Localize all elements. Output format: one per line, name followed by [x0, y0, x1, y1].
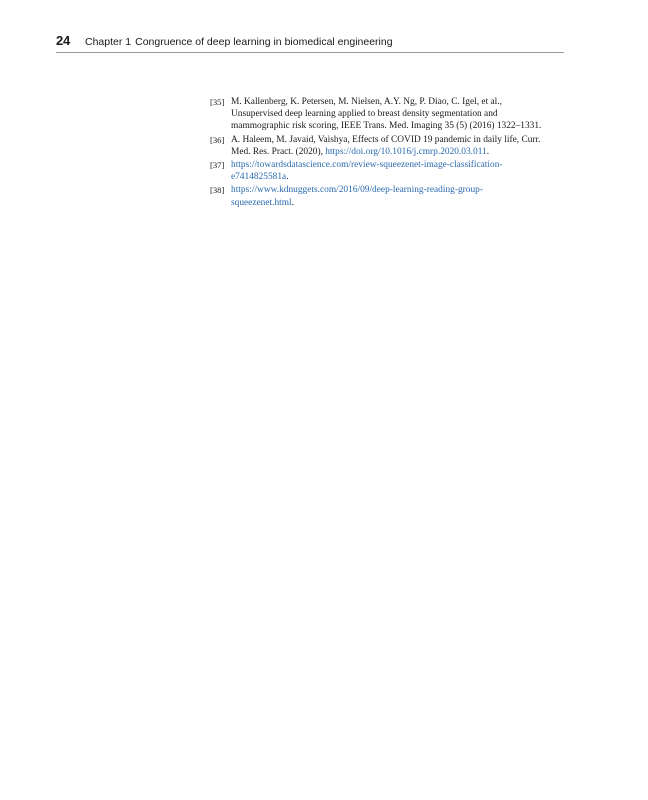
- reference-text: A. Haleem, M. Javaid, Vaishya, Effects of COVID 19 pandemic in daily life, Curr. Med. Res. Pract. (2020),: [231, 134, 541, 157]
- reference-link-line: https://www.kdnuggets.com/2016/09/deep-learning-reading-group-: [231, 185, 483, 196]
- reference-punctuation: .: [486, 146, 490, 157]
- reference-number: [38]: [210, 185, 225, 196]
- chapter-label: Chapter 1: [85, 36, 132, 48]
- reference-link-line: https://towardsdatascience.com/review-squeezenet-image-classification-: [231, 160, 503, 171]
- reference-item: [210, 96, 555, 133]
- chapter-title: Congruence of deep learning in biomedical engineering: [135, 36, 393, 48]
- reference-link[interactable]: https://doi.org/10.1016/j.cmrp.2020.03.011: [325, 146, 487, 157]
- page-number: 24: [56, 33, 71, 48]
- reference-link-continued[interactable]: squeezenet.html: [231, 197, 292, 208]
- reference-number: [35]: [210, 97, 225, 107]
- reference-item: [210, 159, 555, 183]
- running-header: [56, 34, 564, 53]
- reference-item: [210, 184, 555, 208]
- reference-list: [210, 96, 555, 210]
- chapter-heading: [85, 36, 393, 48]
- reference-number: [36]: [210, 134, 225, 145]
- reference-number: [37]: [210, 160, 225, 171]
- reference-link[interactable]: [231, 159, 555, 171]
- reference-item: [210, 134, 555, 158]
- reference-text: M. Kallenberg, K. Petersen, M. Nielsen, A.Y. Ng, P. Diao, C. Igel, et al., Unsupervised deep learning applied to breast density segmentation and mammographic risk scoring, IEEE Trans. Med. Imaging 35 (5) (2016) 1322–1331.: [231, 97, 542, 132]
- reference-punctuation: .: [291, 197, 294, 208]
- reference-punctuation: .: [286, 172, 289, 183]
- reference-link[interactable]: [231, 184, 555, 196]
- reference-link-continued[interactable]: e7414825581a: [231, 172, 287, 183]
